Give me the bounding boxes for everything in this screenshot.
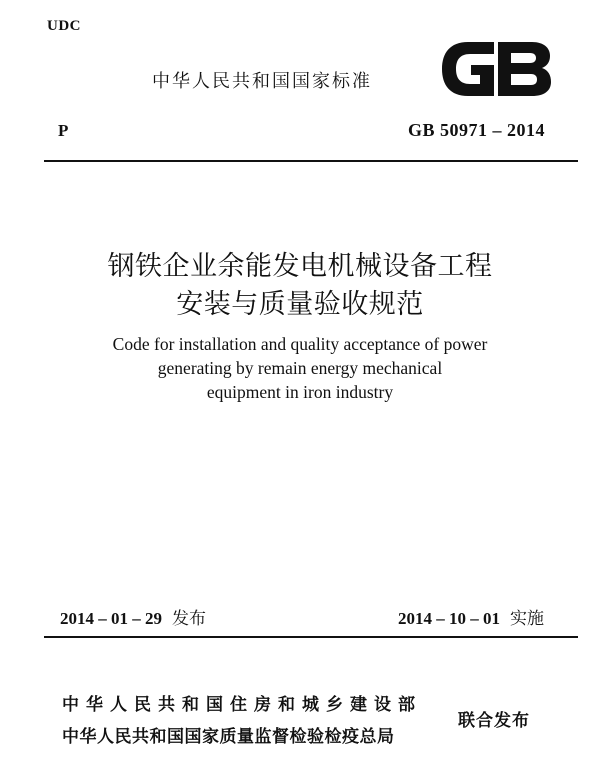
english-title-line-1: Code for installation and quality acceptance of power (112, 334, 488, 354)
issuer-ministry: 中华人民共和国住房和城乡建设部 (62, 695, 422, 715)
english-title-line-3: equipment in iron industry (206, 382, 394, 402)
release-date: 2014 – 01 – 29 (60, 609, 162, 628)
implement-date-row (398, 604, 544, 629)
implement-label: 实施 (510, 609, 544, 629)
english-title-line-2: generating by remain energy mechanical (157, 358, 443, 378)
chinese-title-line-2: 安装与质量验收规范 (176, 289, 424, 320)
gb-logo (440, 40, 552, 98)
chinese-title-line-1: 钢铁企业余能发电机械设备工程 (107, 251, 493, 282)
udc-label: UDC (47, 18, 81, 34)
release-label: 发布 (172, 609, 206, 629)
national-standard-label: 中华人民共和国国家标准 (152, 71, 372, 92)
standard-number: GB 50971 – 2014 (407, 120, 545, 140)
gb-logo-text: GB (440, 40, 442, 41)
issuer-aqsiq: 中华人民共和国国家质量监督检验检疫总局 (62, 727, 395, 747)
category-code: P (58, 121, 69, 140)
header-divider (44, 160, 578, 162)
footer-divider (44, 636, 578, 638)
release-date-row (60, 604, 206, 629)
joint-release-label: 联合发布 (458, 711, 530, 731)
implement-date: 2014 – 10 – 01 (398, 609, 500, 628)
